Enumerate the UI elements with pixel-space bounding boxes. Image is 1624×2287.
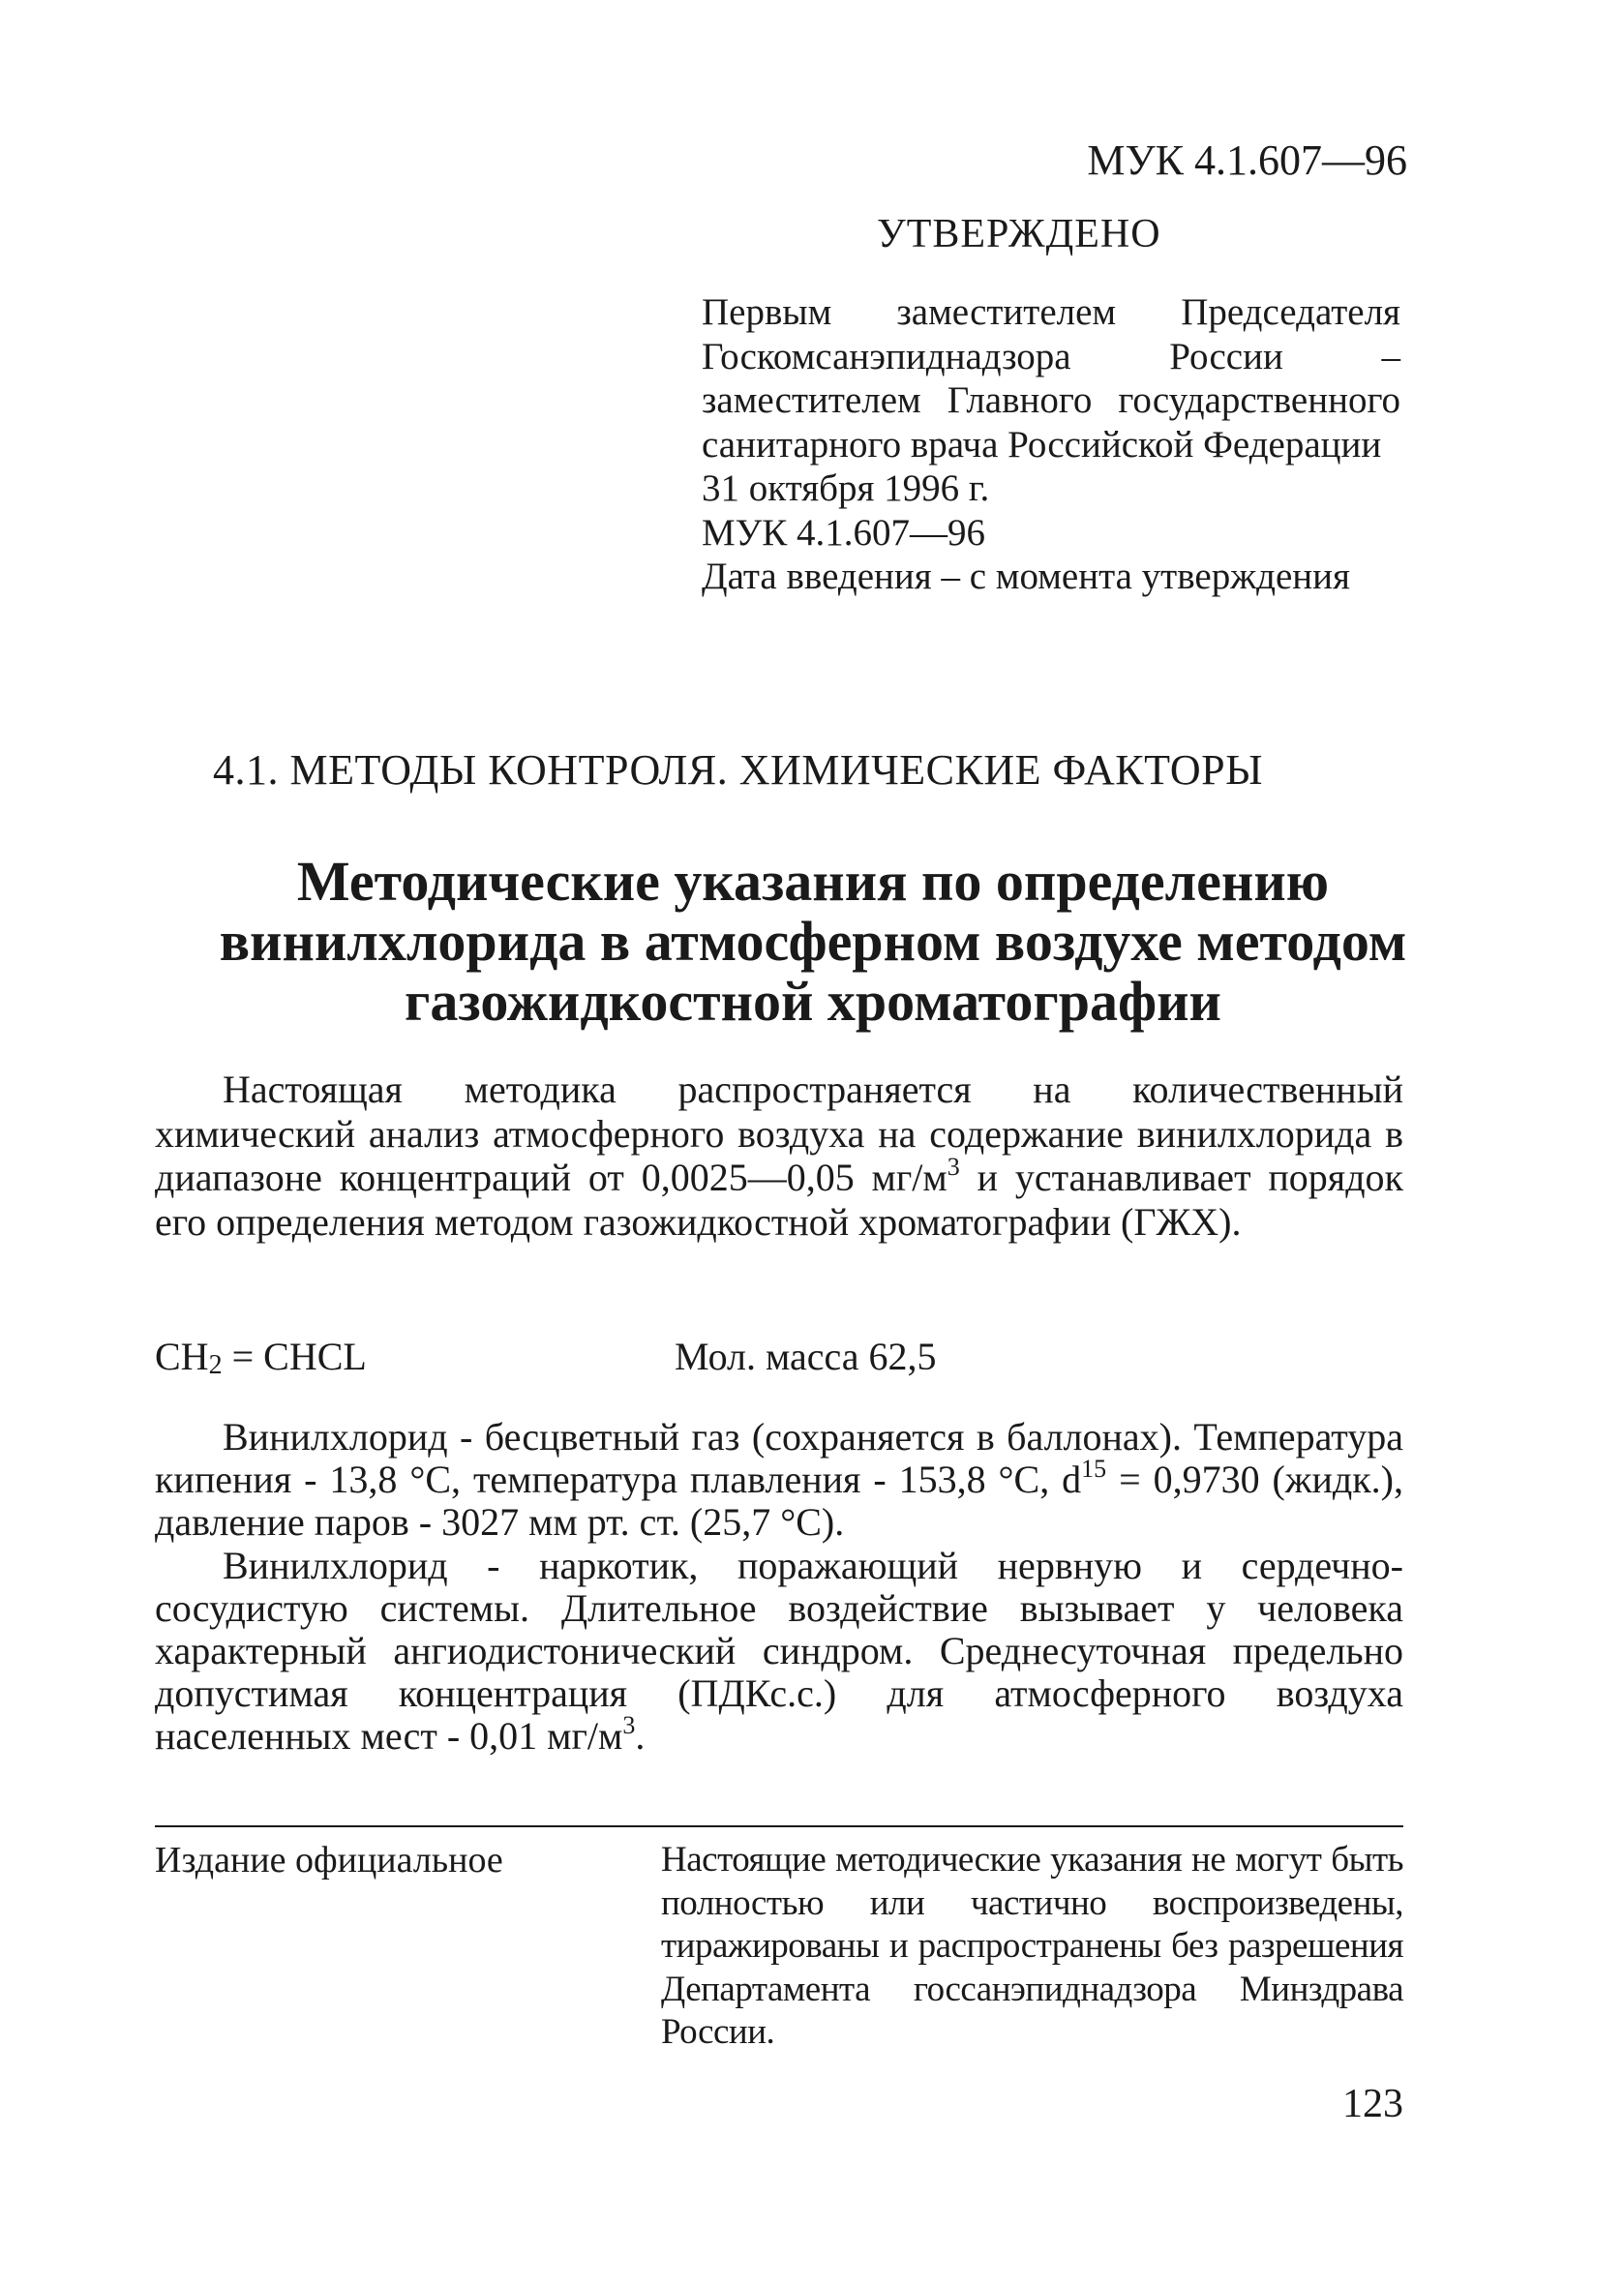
intro-text: Настоящая методика распространяется на количественный химический анализ атмосферного воздуха на содержание винилхлорида в диапазоне концентраций от 0,0025—0,05 мг/м <box>155 1068 1403 1199</box>
paragraph-text: Винилхлорид - наркотик, поражающий нервную и сердечно-сосудистую системы. Длительное воздействие вызывает у человека характерный ангиодистонический синдром. Среднесуточная предельно допустимая концентрация (ПДКс.с.) для атмосферного воздуха населенных мест - 0,01 мг/м <box>155 1544 1403 1758</box>
main-title-line: газожидкостной хроматографии <box>405 970 1221 1033</box>
formula-part: = CHCL <box>222 1335 367 1378</box>
properties-paragraph <box>155 1416 1403 1544</box>
chemical-formula <box>155 1334 367 1381</box>
paragraph-text: . <box>635 1714 646 1758</box>
official-edition-label: Издание официальное <box>155 1840 503 1881</box>
section-title: 4.1. МЕТОДЫ КОНТРОЛЯ. ХИМИЧЕСКИЕ ФАКТОРЫ <box>213 746 1264 794</box>
footer-divider <box>155 1825 1403 1827</box>
approved-label: УТВЕРЖДЕНО <box>877 212 1161 256</box>
effective-date: Дата введения – с момента утверждения <box>702 556 1350 597</box>
main-title-line: винилхлорида в атмосферном воздухе методом <box>219 910 1407 973</box>
superscript: 15 <box>1081 1455 1107 1483</box>
intro-paragraph <box>155 1068 1403 1244</box>
approval-date: 31 октября 1996 г. <box>702 467 990 509</box>
toxicity-paragraph <box>155 1545 1403 1758</box>
molecular-mass: Мол. масса 62,5 <box>675 1335 937 1378</box>
formula-subscript: 2 <box>208 1350 223 1380</box>
approval-code: МУК 4.1.607—96 <box>702 511 986 554</box>
main-title-line: Методические указания по определению <box>296 850 1330 913</box>
main-title <box>155 852 1471 1032</box>
paragraph-text: = 0,9730 (жидк.), давление паров - 3027 мм рт. ст. (25,7 °С). <box>155 1458 1403 1544</box>
approval-authority: Первым заместителем Председателя Госкомсанэпиднадзора России – заместителем Главного государственного санитарного врача Российской Федерации <box>702 291 1400 466</box>
paragraph-text: Винилхлорид - бесцветный газ (сохраняется в баллонах). Температура кипения - 13,8 °С, температура плавления - 153,8 °С, d <box>155 1415 1403 1501</box>
page-number: 123 <box>1342 2082 1403 2126</box>
superscript: 3 <box>947 1153 960 1181</box>
copyright-notice: Настоящие методические указания не могут быть полностью или частично воспроизведены, тиражированы и распространены без разрешения Департамента госсанэпиднадзора Минздрава России. <box>661 1840 1403 2052</box>
approval-block <box>702 290 1400 599</box>
superscript: 3 <box>622 1711 636 1739</box>
document-code: МУК 4.1.607—96 <box>1087 136 1407 184</box>
formula-part: CH <box>155 1335 209 1378</box>
intro-text-end: и устанавливает порядок его определения методом газожидкостной хроматографии (ГЖХ). <box>155 1156 1403 1244</box>
